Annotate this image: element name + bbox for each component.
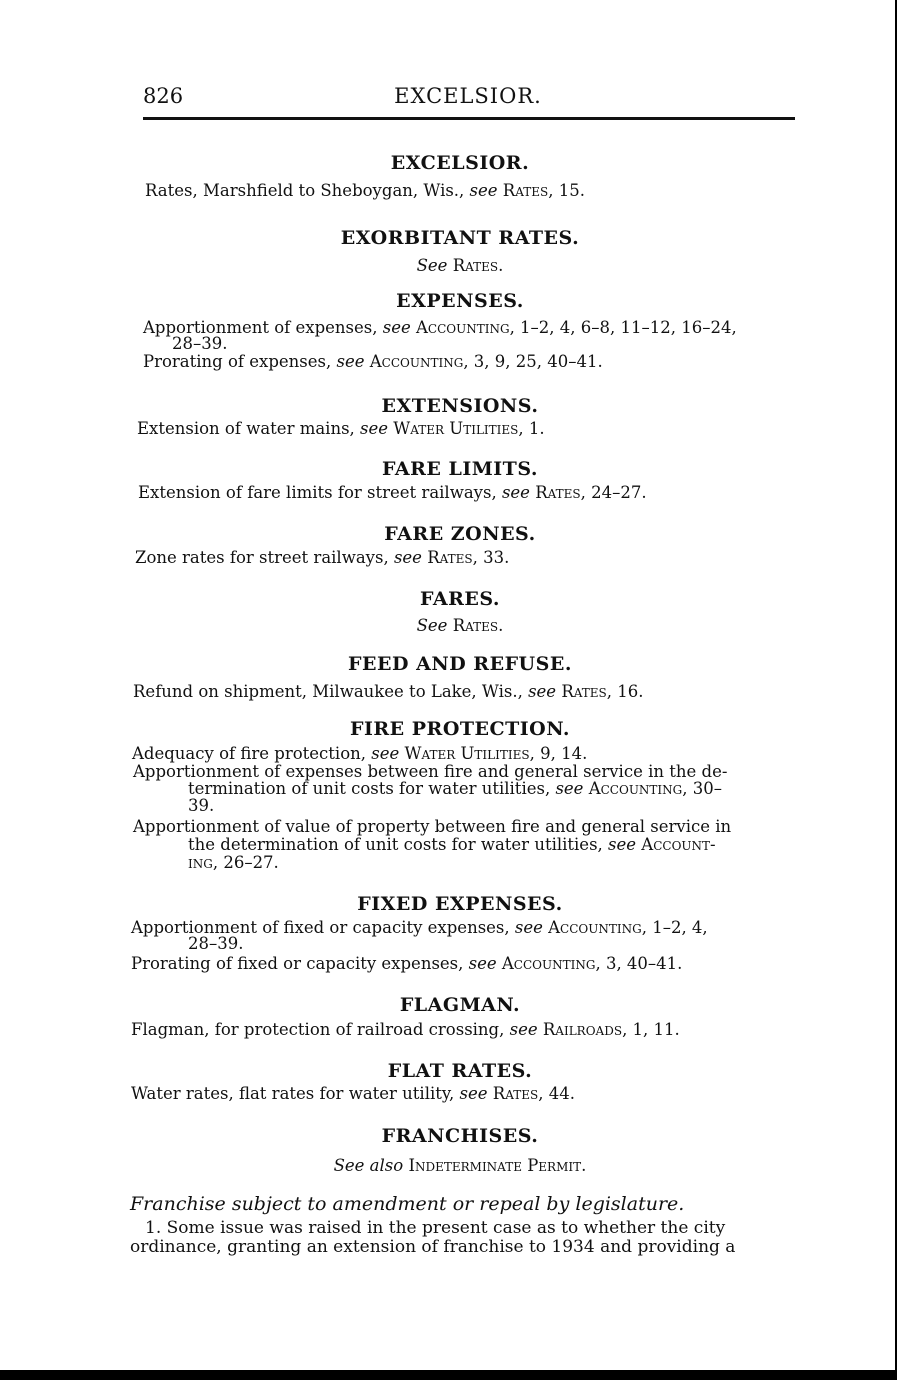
running-header	[143, 84, 793, 114]
entry-heading: FLAT RATES.	[387, 1060, 533, 1082]
entry-heading: EXORBITANT RATES.	[340, 227, 580, 249]
entry-line: ing, 26–27.	[188, 853, 279, 872]
entry-line: Apportionment of fixed or capacity expenses, see Accounting, 1–2, 4,	[131, 918, 708, 937]
entry-line: Prorating of fixed or capacity expenses, see Accounting, 3, 40–41.	[131, 954, 683, 973]
entry-line: the determination of unit costs for water utilities, see Account-	[188, 835, 716, 854]
entry-heading: EXTENSIONS.	[381, 395, 539, 417]
entry-line: See Rates.	[416, 616, 504, 635]
entry-line: Refund on shipment, Milwaukee to Lake, Wis., see Rates, 16.	[133, 682, 644, 701]
entry-line: Extension of fare limits for street railways, see Rates, 24–27.	[138, 483, 647, 502]
franchise-paragraph-line: 1. Some issue was raised in the present case as to whether the city	[145, 1218, 726, 1238]
scan-bottom-edge	[0, 1370, 897, 1380]
entry-line: Zone rates for street railways, see Rates, 33.	[135, 548, 510, 567]
entry-heading: FIXED EXPENSES.	[357, 893, 563, 915]
entry-heading: FRANCHISES.	[381, 1125, 539, 1147]
entry-line: Apportionment of value of property between fire and general service in	[133, 817, 732, 836]
entry-heading: EXPENSES.	[396, 290, 524, 312]
entry-line: See also Indeterminate Permit.	[333, 1156, 587, 1175]
entry-heading: FARE ZONES.	[384, 523, 536, 545]
franchise-subheading: Franchise subject to amendment or repeal by legislature.	[130, 1193, 685, 1215]
entry-line: 28–39.	[172, 334, 228, 353]
entry-heading: FIRE PROTECTION.	[350, 718, 570, 740]
entry-line: 28–39.	[188, 934, 244, 953]
running-title: EXCELSIOR.	[394, 84, 542, 108]
franchise-paragraph-line: ordinance, granting an extension of franchise to 1934 and providing a	[130, 1237, 736, 1257]
entry-line: Flagman, for protection of railroad crossing, see Railroads, 1, 11.	[131, 1020, 680, 1039]
entry-line: Rates, Marshfield to Sheboygan, Wis., see Rates, 15.	[145, 181, 585, 200]
entry-heading: FLAGMAN.	[399, 994, 521, 1016]
entry-heading: FARES.	[419, 588, 501, 610]
entry-line: 39.	[188, 796, 215, 815]
entry-line: Extension of water mains, see Water Utilities, 1.	[137, 419, 545, 438]
header-rule	[143, 117, 795, 120]
entry-heading: EXCELSIOR.	[390, 152, 530, 174]
entry-heading: FARE LIMITS.	[382, 458, 538, 480]
entry-line: Apportionment of expenses, see Accounting, 1–2, 4, 6–8, 11–12, 16–24,	[143, 318, 737, 337]
entry-line: Apportionment of expenses between fire and general service in the de-	[133, 762, 728, 781]
entry-heading: FEED AND REFUSE.	[348, 653, 572, 675]
page-number: 826	[143, 84, 184, 108]
entry-line: Adequacy of fire protection, see Water Utilities, 9, 14.	[132, 744, 588, 763]
entry-line: Water rates, flat rates for water utility, see Rates, 44.	[131, 1084, 575, 1103]
entry-line: See Rates.	[416, 256, 504, 275]
entry-line: termination of unit costs for water utilities, see Accounting, 30–	[188, 779, 723, 798]
entry-line: Prorating of expenses, see Accounting, 3, 9, 25, 40–41.	[143, 352, 603, 371]
